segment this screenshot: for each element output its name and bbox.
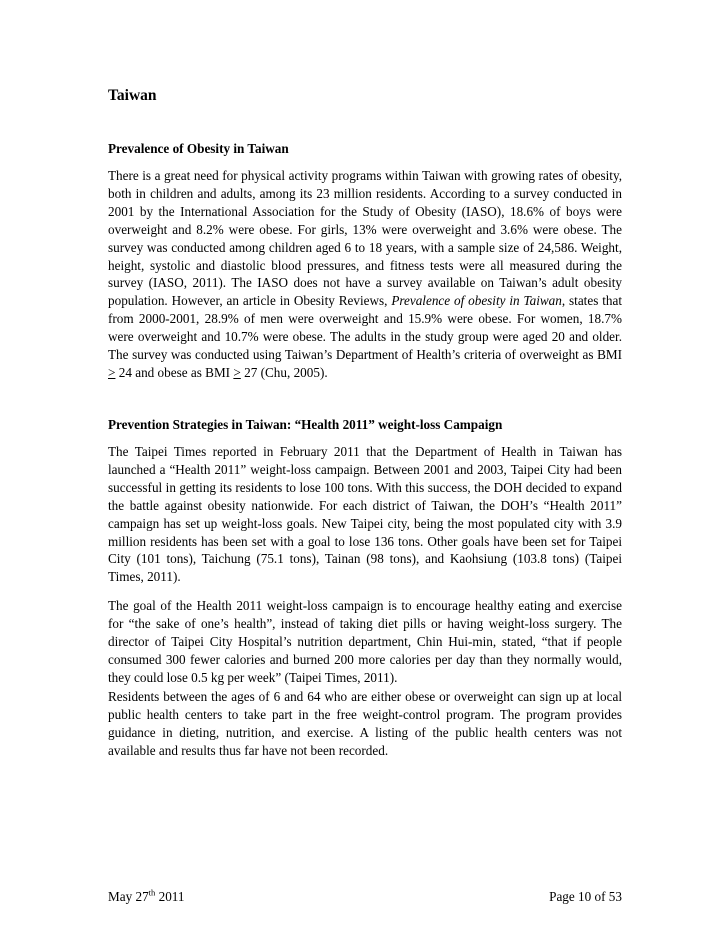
footer-date-ordinal: th — [148, 887, 156, 898]
section-heading-prevalence: Prevalence of Obesity in Taiwan — [108, 141, 289, 156]
prevention-paragraph-1: The Taipei Times reported in February 2011 that the Department of Health in Taiwan has launched a “Health 2011” weight-loss campaign. Between 2001 and 2003, Taipei City had been successful in getting its residents to lose 100 tons. With this success, the DOH decided to expand the battle against obesity nationwide. For each district of Taiwan, the DOH’s “Health 2011” campaign has set up weight-loss goals. New Taipei city, being the most populated city with 3.9 million residents has been set with a goal to lose 136 tons. Other goals have been set for Taipei City (101 tons), Taichung (75.1 tons), Tainan (98 tons), and Kaohsiung (103.8 tons) (Taipei Times, 2011). — [108, 444, 622, 585]
prevention-paragraph-2: The goal of the Health 2011 weight-loss campaign is to encourage healthy eating and exercise for “the sake of one’s health”, instead of taking diet pills or having weight-loss surgery. The director of Taipei City Hospital’s nutrition department, Chin Hui-min, stated, “that if people consumed 300 fewer calories and burned 200 more calories per day than they normally would, they could lose 0.5 kg per week” (Taipei Times, 2011). — [108, 598, 622, 685]
paragraph-text: , states that from 2000-2001, 28.9% of men were overweight and 15.9% were obese. For women, 18.7% were overweight and 10.7% were obese. The adults in the study group were aged 20 and older. The survey was conducted using Taiwan’s Department of Health’s criteria of overweight as BMI — [108, 293, 622, 363]
country-heading: Taiwan — [108, 87, 157, 104]
greater-equal-symbol: > — [108, 364, 116, 380]
prevalence-paragraph — [108, 167, 622, 382]
paragraph-text: There is a great need for physical activity programs within Taiwan with growing rates of obesity, both in children and adults, among its 23 million residents. According to a survey conducted in 2001 by the International Association for the Study of Obesity (IASO), 18.6% of boys were overweight and 8.2% were obese. For girls, 13% were overweight and 3.6% were obese. The survey was conducted among children aged 6 to 18 years, with a sample size of 24,586. Weight, height, systolic and diastolic blood pressures, and fitness tests were all measured during the survey (IASO, 2011). The IASO does not have a survey available on Taiwan’s adult obesity population. However, an article in Obesity Reviews, — [108, 168, 622, 309]
footer-date — [108, 888, 184, 906]
footer-date-text: May 27 — [108, 889, 149, 904]
paragraph-text: 24 and obese as BMI — [115, 364, 234, 380]
paragraph-text: 27 (Chu, 2005). — [240, 364, 328, 380]
page-number: Page 10 of 53 — [549, 889, 622, 904]
section-heading-prevention: Prevention Strategies in Taiwan: “Health 2011” weight-loss Campaign — [108, 417, 503, 432]
greater-equal-symbol: > — [233, 364, 241, 380]
footer-date-year: 2011 — [155, 889, 185, 904]
article-title: Prevalence of obesity in Taiwan — [391, 293, 562, 309]
prevention-paragraph-3: Residents between the ages of 6 and 64 who are either obese or overweight can sign up at local public health centers to take part in the free weight-control program. The program provides guidance in dieting, nutrition, and exercise. A listing of the public health centers was not available and results thus far have not been recorded. — [108, 689, 622, 758]
